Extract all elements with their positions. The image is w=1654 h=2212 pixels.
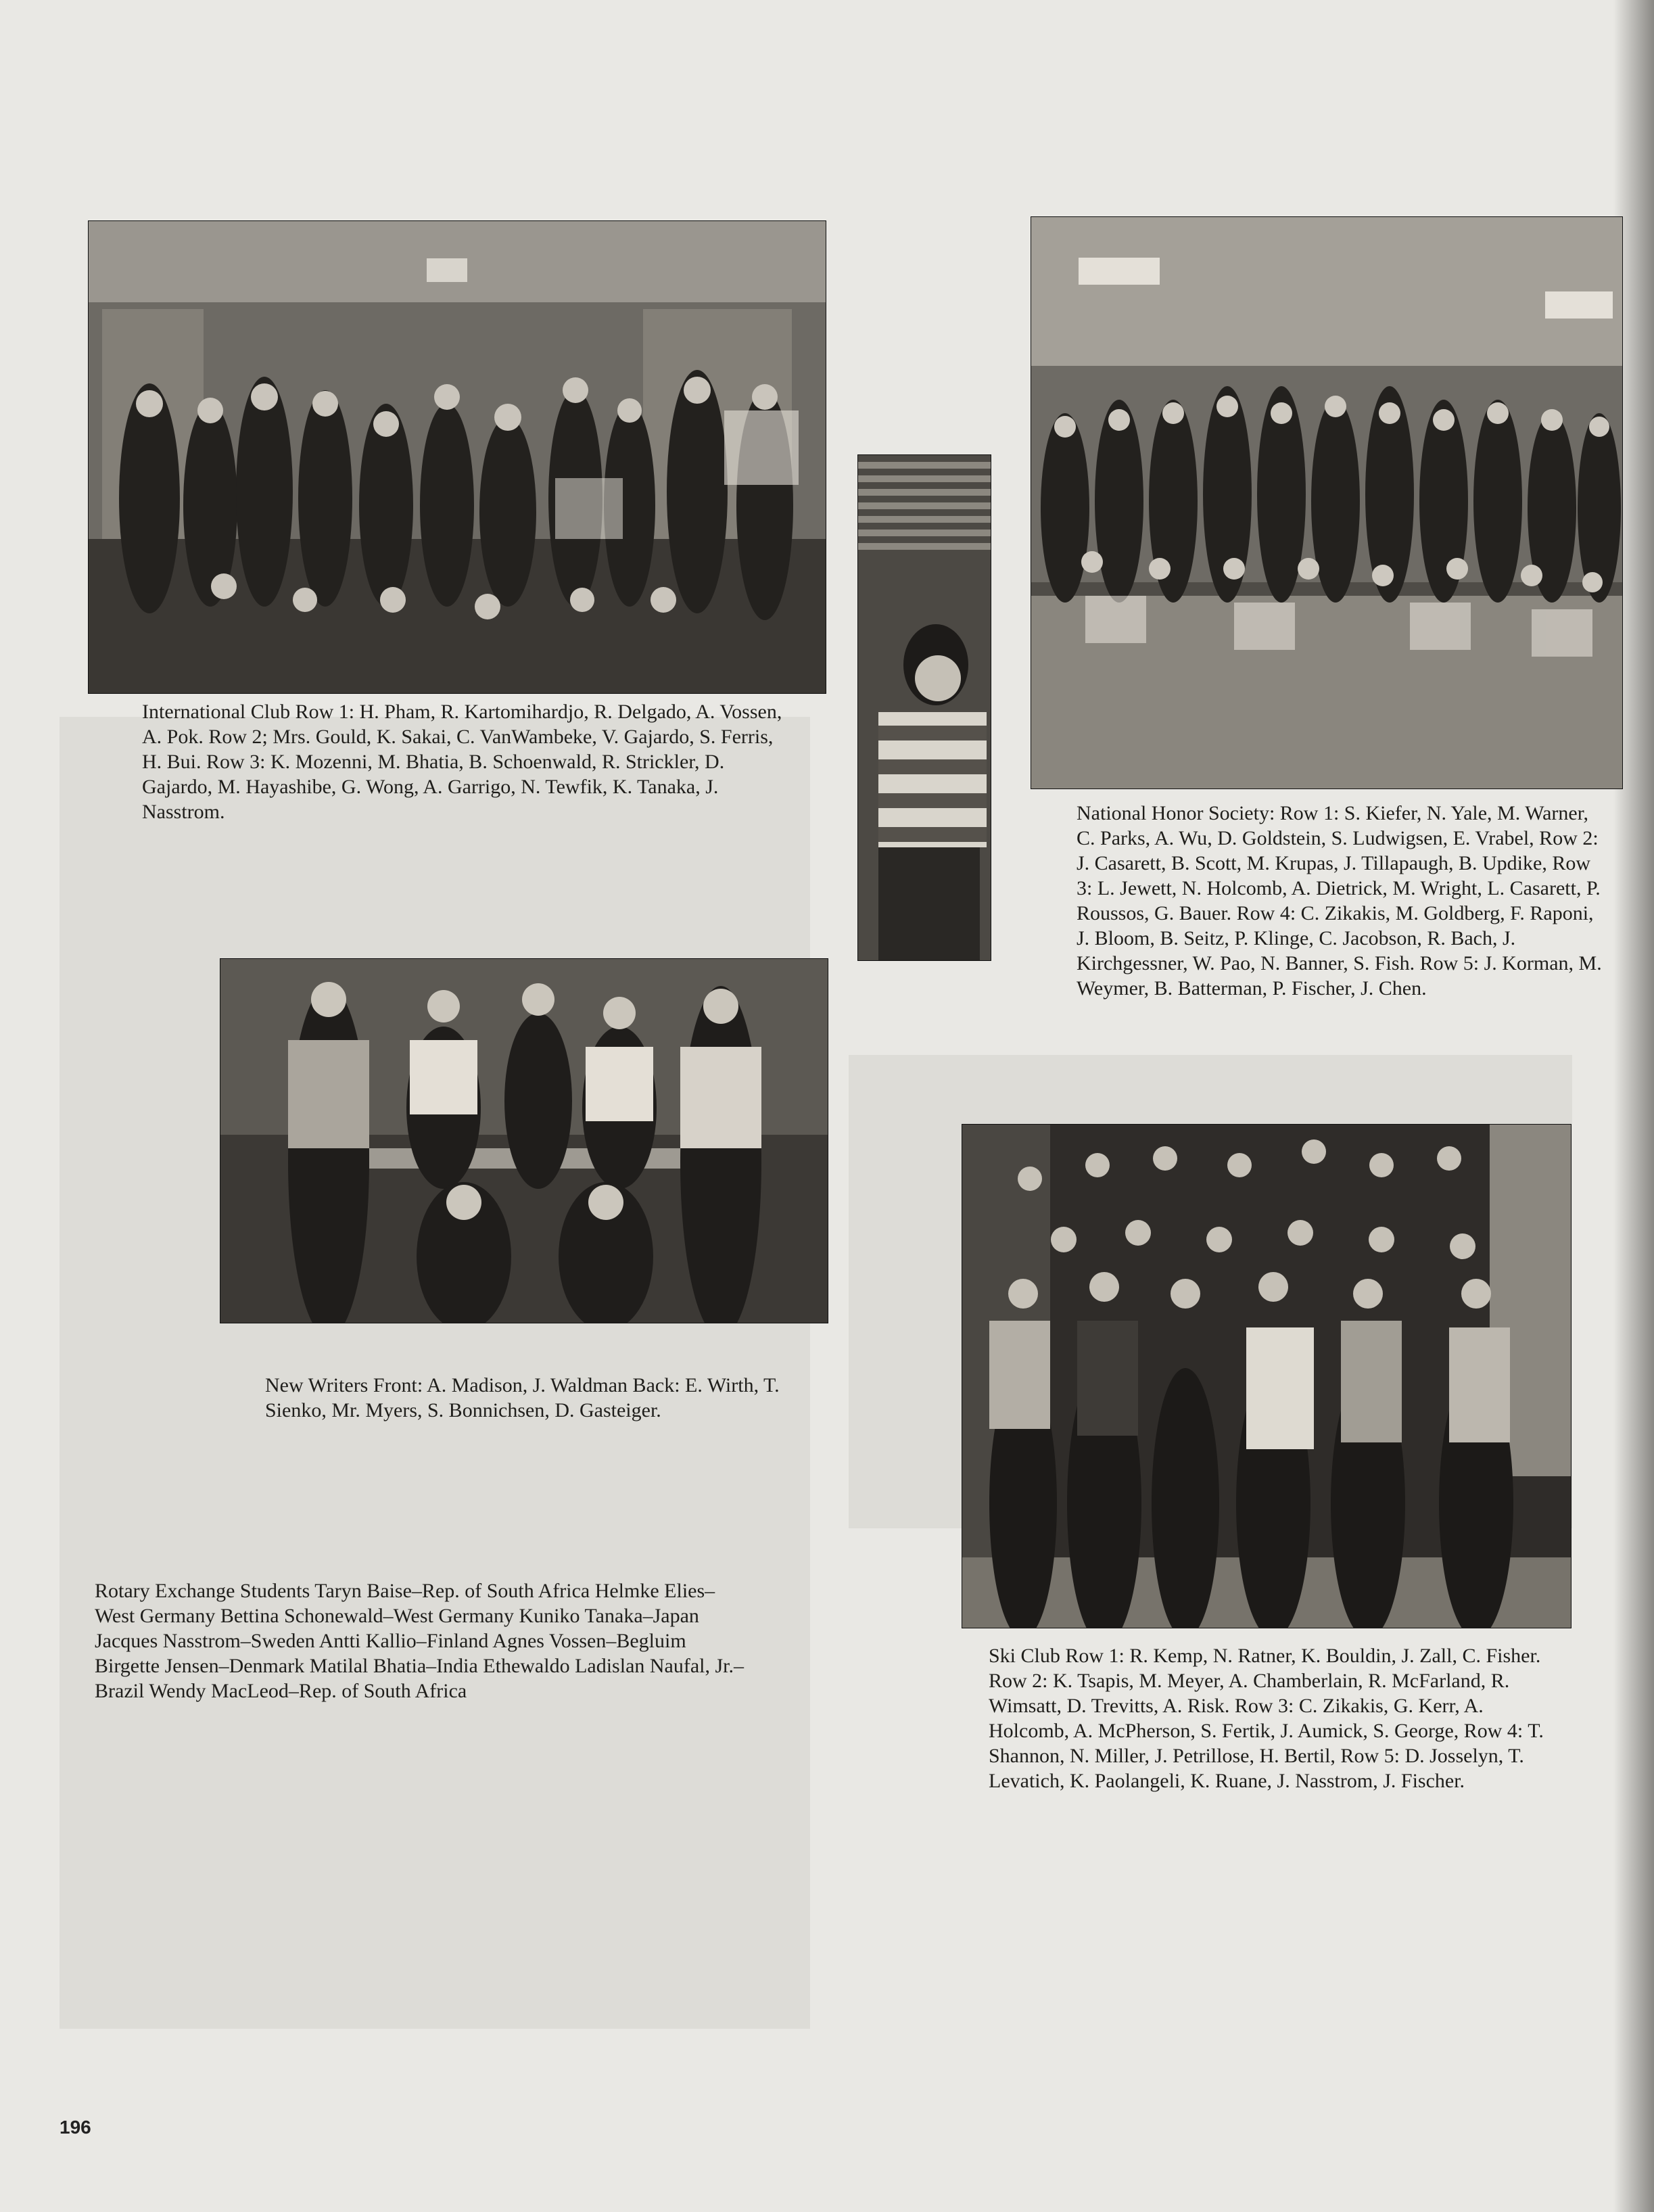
national-honor-society-photo xyxy=(1031,216,1623,789)
new-writers-photo xyxy=(220,958,828,1323)
rotary-exchange-caption: Rotary Exchange Students Taryn Baise–Rep. of South Africa Helmke Elies–West Germany Bettina Schonewald–West Germany Kuniko Tanaka–Japan Jacques Nasstrom–Sweden Antti Kallio–Finland Agnes Vossen–Begluim Birgette Jensen–Denmark Matilal Bhatia–India Ethewaldo Ladislan Naufal, Jr.–Brazil Wendy MacLeod–Rep. of South Africa xyxy=(95,1580,745,1702)
national-honor-society-caption: National Honor Society: Row 1: S. Kiefer, N. Yale, M. Warner, C. Parks, A. Wu, D. Goldstein, S. Ludwigsen, E. Vrabel, Row 2: J. Casarett, B. Scott, M. Krupas, J. Tillapaugh, B. Updike, Row 3: L. Jewett, N. Holcomb, A. Dietrick, M. Wright, L. Casarett, P. Roussos, G. Bauer. Row 4: C. Zikakis, M. Goldberg, F. Raponi, J. Bloom, B. Seitz, P. Klinge, C. Jacobson, R. Bach, J. Kirchgessner, W. Pao, N. Banner, S. Fish. Row 5: J. Korman, M. Weymer, B. Batterman, P. Fischer, J. Chen. xyxy=(1077,802,1602,999)
center-portrait-photo xyxy=(857,454,991,961)
ski-club-photo xyxy=(962,1124,1572,1628)
ski-club-caption: Ski Club Row 1: R. Kemp, N. Ratner, K. Bouldin, J. Zall, C. Fisher. Row 2: K. Tsapis, M. Meyer, A. Chamberlain, R. McFarland, R. Wimsatt, D. Trevitts, A. Risk. Row 3: C. Zikakis, G. Kerr, A. Holcomb, A. McPherson, S. Fertik, J. Aumick, S. George, Row 4: T. Shannon, N. Miller, J. Petrillose, H. Bertil, Row 5: D. Josselyn, T. Levatich, K. Paolangeli, K. Ruane, J. Nasstrom, J. Fischer. xyxy=(989,1645,1544,1792)
international-club-caption: International Club Row 1: H. Pham, R. Kartomihardjo, R. Delgado, A. Vossen, A. Pok. Row 2; Mrs. Gould, K. Sakai, C. VanWambeke, V. Gajardo, S. Ferris, H. Bui. Row 3: K. Mozenni, M. Bhatia, B. Schoenwald, R. Strickler, D. Gajardo, M. Hayashibe, G. Wong, A. Garrigo, N. Tewfik, K. Tanaka, J. Nasstrom. xyxy=(142,701,782,823)
international-club-photo xyxy=(88,220,826,694)
new-writers-caption: New Writers Front: A. Madison, J. Waldman Back: E. Wirth, T. Sienko, Mr. Myers, S. Bonnichsen, D. Gasteiger. xyxy=(265,1374,780,1421)
page-number: 196 xyxy=(60,2117,91,2138)
